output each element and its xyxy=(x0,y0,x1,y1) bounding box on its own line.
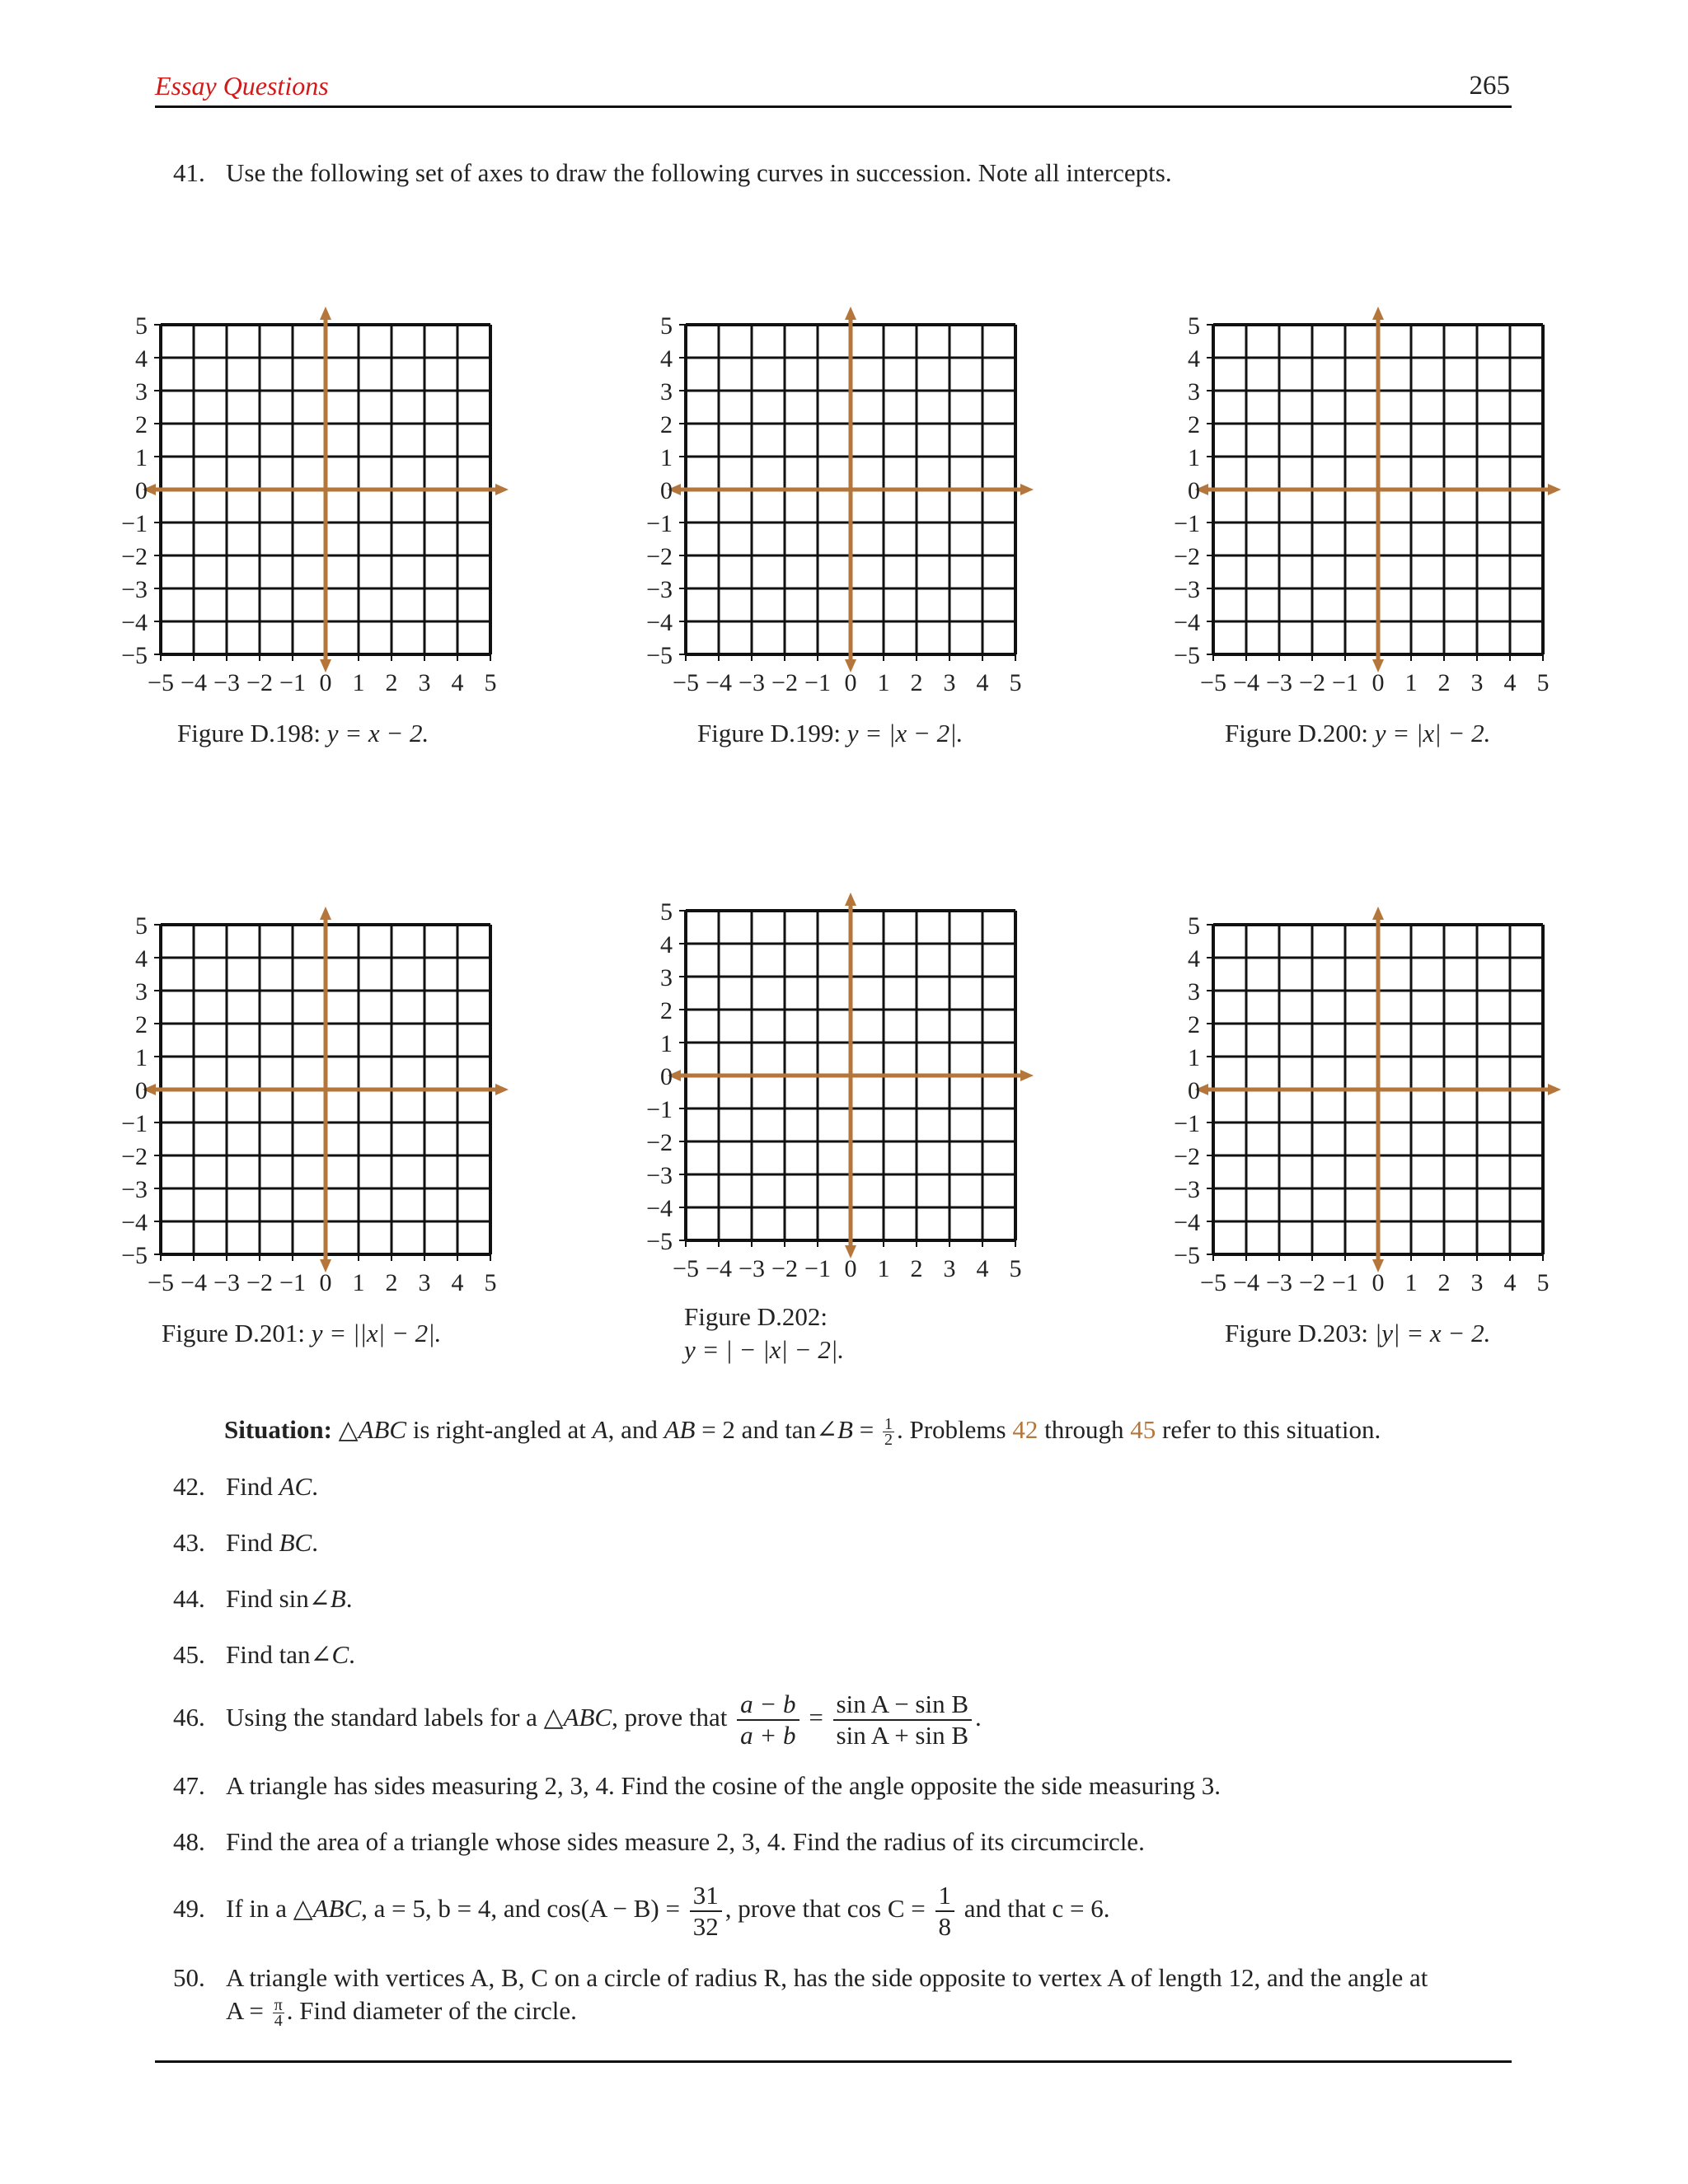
x-axis-label: −3 xyxy=(1266,1269,1292,1296)
x-axis-label: −2 xyxy=(1299,1269,1325,1296)
x-axis-label: −1 xyxy=(279,669,306,696)
header-section-title: Essay Questions xyxy=(155,71,329,101)
y-axis-label: −5 xyxy=(121,1242,148,1269)
x-axis-label: 2 xyxy=(910,1255,923,1282)
grid-group xyxy=(121,307,509,696)
y-axis-label: −3 xyxy=(1174,576,1200,603)
y-axis-label: 3 xyxy=(135,978,148,1005)
y-axis-label: 4 xyxy=(660,931,673,958)
x-axis-label: 2 xyxy=(910,669,923,696)
x-axis-label: 2 xyxy=(385,669,398,696)
figure-caption-d199: Figure D.199: y = |x − 2|. xyxy=(697,719,964,748)
x-axis-label: −5 xyxy=(673,1255,699,1282)
fraction-31-32: $\frac{31}{32}$ xyxy=(690,1881,722,1942)
y-axis-label: 1 xyxy=(135,1044,148,1071)
y-axis-label: 0 xyxy=(660,477,673,504)
x-axis-label: 3 xyxy=(943,1255,956,1282)
y-axis-label: 2 xyxy=(135,1011,148,1038)
graph-d201 xyxy=(111,912,497,1304)
y-axis-label: 3 xyxy=(660,378,673,405)
x-axis-label: −4 xyxy=(1233,669,1259,696)
situation-statement: Situation: △ABC is right-angled at A, and AB = 2 and tan∠B = $\frac{1}{2}$ . Problems 42 through 45 refer to this situation. xyxy=(224,1415,1381,1450)
y-axis-arrow-up xyxy=(845,307,856,320)
x-axis-label: 1 xyxy=(1404,1269,1418,1296)
y-axis-label: 0 xyxy=(135,1077,148,1104)
y-axis-label: 2 xyxy=(660,411,673,438)
x-axis-label: 5 xyxy=(484,669,497,696)
y-axis-label: 5 xyxy=(1188,912,1200,940)
y-axis-label: −1 xyxy=(121,510,148,537)
question-50: 50. A triangle with vertices A, B, C on a circle of radius R, has the side opposite to vertex A of length 12, and the angle at xyxy=(173,1963,1428,1992)
y-axis-arrow-up xyxy=(320,307,331,320)
x-axis-label: 1 xyxy=(352,1269,365,1296)
y-axis-label: −4 xyxy=(121,1209,148,1236)
graph-d202 xyxy=(636,898,1022,1290)
x-axis-label: −4 xyxy=(1233,1269,1259,1296)
question-49: 49. If in a △ABC, a = 5, b = 4, and cos(A − B) = $\frac{31}{32}$ , prove that cos C = $\frac{1}{8}$ and that c = 6. xyxy=(173,1880,1110,1941)
fraction-1-8: $\frac{1}{8}$ xyxy=(935,1881,955,1942)
y-axis-arrow-up xyxy=(320,907,331,920)
figure-caption-d201: Figure D.201: y = ||x| − 2|. xyxy=(162,1319,442,1347)
x-axis-label: −3 xyxy=(1266,669,1292,696)
y-axis-label: −3 xyxy=(1174,1176,1200,1203)
x-axis-label: 5 xyxy=(1536,669,1550,696)
x-axis-label: 1 xyxy=(877,669,890,696)
y-axis-label: −4 xyxy=(1174,609,1200,636)
question-50-line2: A = $\frac{\pi}{4}$ . Find diameter of the circle. xyxy=(226,1996,577,2031)
y-axis-label: 1 xyxy=(660,444,673,471)
y-axis-label: −1 xyxy=(1174,1110,1200,1137)
x-axis-label: 3 xyxy=(418,1269,431,1296)
x-axis-label: −3 xyxy=(213,669,240,696)
question-48: 48. Find the area of a triangle whose sides measure 2, 3, 4. Find the radius of its circumcircle. xyxy=(173,1827,1145,1856)
question-number: 41. xyxy=(173,158,205,187)
x-axis-label: −1 xyxy=(804,669,831,696)
y-axis-label: 5 xyxy=(660,312,673,340)
y-axis-label: −5 xyxy=(646,1228,673,1255)
x-axis-label: −5 xyxy=(1200,1269,1226,1296)
graph-d199 xyxy=(636,312,1022,704)
x-axis-label: 3 xyxy=(1470,1269,1484,1296)
y-axis-label: 2 xyxy=(660,997,673,1024)
x-axis-label: −2 xyxy=(246,669,273,696)
y-axis-label: −3 xyxy=(121,576,148,603)
y-axis-label: 0 xyxy=(1188,477,1200,504)
y-axis-arrow-up xyxy=(845,893,856,906)
y-axis-label: 5 xyxy=(135,912,148,940)
y-axis-label: 3 xyxy=(1188,978,1200,1005)
y-axis-label: 3 xyxy=(135,378,148,405)
x-axis-label: 4 xyxy=(1503,1269,1517,1296)
y-axis-label: 0 xyxy=(135,477,148,504)
x-axis-label: 0 xyxy=(844,1255,857,1282)
y-axis-label: 5 xyxy=(1188,312,1200,340)
x-axis-label: −3 xyxy=(213,1269,240,1296)
x-axis-label: 3 xyxy=(943,669,956,696)
x-axis-label: 1 xyxy=(877,1255,890,1282)
x-axis-label: −2 xyxy=(1299,669,1325,696)
y-axis-label: −3 xyxy=(646,576,673,603)
situation-label: Situation: xyxy=(224,1415,332,1444)
question-46: 46. Using the standard labels for a △ABC, prove that $\frac{a - b}{a + b}$ = $\frac{\text{sin A − sin B}}{\text{sin A + sin B}}$ . xyxy=(173,1689,982,1750)
y-axis-arrow-up xyxy=(1372,907,1384,920)
link-problem-42[interactable]: 42 xyxy=(1012,1415,1039,1444)
y-axis-label: 0 xyxy=(1188,1077,1200,1104)
x-axis-label: −5 xyxy=(148,1269,174,1296)
grid-group xyxy=(1174,307,1561,696)
x-axis-label: −1 xyxy=(279,1269,306,1296)
x-axis-label: −4 xyxy=(706,1255,732,1282)
x-axis-label: 4 xyxy=(1503,669,1517,696)
x-axis-arrow-right xyxy=(1020,484,1034,495)
figure-caption-d203: Figure D.203: |y| = x − 2. xyxy=(1225,1319,1491,1347)
x-axis-label: 4 xyxy=(976,669,989,696)
y-axis-label: −1 xyxy=(121,1110,148,1137)
x-axis-label: −4 xyxy=(181,669,207,696)
y-axis-label: −5 xyxy=(1174,1242,1200,1269)
x-axis-label: 1 xyxy=(352,669,365,696)
x-axis-label: 5 xyxy=(484,1269,497,1296)
header-rule xyxy=(155,105,1512,108)
grid-group xyxy=(121,907,509,1296)
grid-group xyxy=(646,307,1034,696)
x-axis-label: −5 xyxy=(673,669,699,696)
x-axis-label: −1 xyxy=(804,1255,831,1282)
y-axis-label: −5 xyxy=(121,642,148,669)
x-axis-label: −5 xyxy=(1200,669,1226,696)
y-axis-label: −2 xyxy=(646,1129,673,1156)
x-axis-label: 2 xyxy=(385,1269,398,1296)
figure-caption-d198: Figure D.198: y = x − 2. xyxy=(177,719,429,748)
x-axis-label: −3 xyxy=(738,669,765,696)
link-problem-45[interactable]: 45 xyxy=(1130,1415,1156,1444)
y-axis-label: −4 xyxy=(121,609,148,636)
y-axis-label: 1 xyxy=(135,444,148,471)
y-axis-label: −1 xyxy=(1174,510,1200,537)
y-axis-label: −2 xyxy=(121,1143,148,1170)
y-axis-label: 5 xyxy=(135,312,148,340)
y-axis-label: 4 xyxy=(660,345,673,373)
question-45: 45. Find tan∠C. xyxy=(173,1640,355,1669)
y-axis-label: 2 xyxy=(1188,1011,1200,1038)
question-42: 42. Find AC. xyxy=(173,1472,318,1501)
y-axis-label: −5 xyxy=(646,642,673,669)
x-axis-label: −4 xyxy=(181,1269,207,1296)
y-axis-label: −1 xyxy=(646,1096,673,1123)
x-axis-label: 0 xyxy=(844,669,857,696)
x-axis-label: −1 xyxy=(1332,1269,1358,1296)
y-axis-label: −2 xyxy=(121,543,148,570)
y-axis-label: 1 xyxy=(1188,1044,1200,1071)
x-axis-label: −2 xyxy=(771,669,798,696)
y-axis-label: 3 xyxy=(1188,378,1200,405)
x-axis-label: 5 xyxy=(1536,1269,1550,1296)
question-text: Use the following set of axes to draw the following curves in succession. Note all intercepts. xyxy=(226,158,1172,187)
figure-caption-d202: Figure D.202: y = | − |x| − 2|. xyxy=(684,1302,845,1364)
x-axis-label: 0 xyxy=(319,669,332,696)
x-axis-label: 3 xyxy=(418,669,431,696)
y-axis-label: −4 xyxy=(1174,1209,1200,1236)
y-axis-label: −4 xyxy=(646,609,673,636)
y-axis-label: −5 xyxy=(1174,642,1200,669)
y-axis-label: 5 xyxy=(660,898,673,926)
question-41 xyxy=(173,157,1172,190)
x-axis-arrow-right xyxy=(1548,1084,1561,1095)
x-axis-label: −5 xyxy=(148,669,174,696)
x-axis-label: 0 xyxy=(1372,1269,1385,1296)
x-axis-label: 4 xyxy=(451,669,464,696)
x-axis-label: 2 xyxy=(1437,1269,1451,1296)
y-axis-label: 2 xyxy=(135,411,148,438)
x-axis-label: 1 xyxy=(1404,669,1418,696)
x-axis-label: 2 xyxy=(1437,669,1451,696)
y-axis-label: −4 xyxy=(646,1195,673,1222)
x-axis-label: 5 xyxy=(1009,669,1022,696)
header-page-number: 265 xyxy=(1469,71,1510,101)
figure-caption-d200: Figure D.200: y = |x| − 2. xyxy=(1225,719,1491,748)
footer-rule xyxy=(155,2060,1512,2063)
graph-d198 xyxy=(111,312,497,704)
y-axis-label: −2 xyxy=(646,543,673,570)
y-axis-label: −2 xyxy=(1174,543,1200,570)
x-axis-label: 0 xyxy=(1372,669,1385,696)
y-axis-label: 4 xyxy=(1188,945,1200,972)
x-axis-arrow-right xyxy=(1020,1070,1034,1081)
x-axis-label: 4 xyxy=(451,1269,464,1296)
x-axis-label: 3 xyxy=(1470,669,1484,696)
x-axis-arrow-right xyxy=(495,484,509,495)
y-axis-arrow-up xyxy=(1372,307,1384,320)
grid-group xyxy=(646,893,1034,1282)
question-43: 43. Find BC. xyxy=(173,1528,318,1557)
x-axis-label: 5 xyxy=(1009,1255,1022,1282)
fraction-lhs: $\frac{a - b}{a + b}$ xyxy=(737,1690,799,1750)
grid-group xyxy=(1174,907,1561,1296)
y-axis-label: 3 xyxy=(660,964,673,991)
x-axis-label: −4 xyxy=(706,669,732,696)
question-44: 44. Find sin∠B. xyxy=(173,1584,353,1613)
fraction-pi-4: $\frac{\pi}{4}$ xyxy=(274,1996,283,2031)
fraction-one-half: $\frac{1}{2}$ xyxy=(884,1415,893,1450)
x-axis-label: −1 xyxy=(1332,669,1358,696)
x-axis-label: −2 xyxy=(246,1269,273,1296)
graph-d200 xyxy=(1164,312,1550,704)
fraction-rhs: $\frac{\text{sin A − sin B}}{\text{sin A + sin B}}$ xyxy=(833,1690,972,1750)
y-axis-label: 4 xyxy=(135,345,148,373)
y-axis-label: 1 xyxy=(660,1030,673,1057)
x-axis-arrow-right xyxy=(495,1084,509,1095)
graph-d203 xyxy=(1164,912,1550,1304)
y-axis-label: 4 xyxy=(1188,345,1200,373)
y-axis-label: −1 xyxy=(646,510,673,537)
x-axis-arrow-right xyxy=(1548,484,1561,495)
y-axis-label: −3 xyxy=(646,1162,673,1189)
y-axis-label: 2 xyxy=(1188,411,1200,438)
x-axis-label: 4 xyxy=(976,1255,989,1282)
x-axis-label: −3 xyxy=(738,1255,765,1282)
y-axis-label: 4 xyxy=(135,945,148,972)
y-axis-label: 1 xyxy=(1188,444,1200,471)
y-axis-label: 0 xyxy=(660,1063,673,1090)
y-axis-label: −3 xyxy=(121,1176,148,1203)
x-axis-label: 0 xyxy=(319,1269,332,1296)
x-axis-label: −2 xyxy=(771,1255,798,1282)
question-47: 47. A triangle has sides measuring 2, 3, 4. Find the cosine of the angle opposite the side measuring 3. xyxy=(173,1771,1221,1800)
y-axis-label: −2 xyxy=(1174,1143,1200,1170)
